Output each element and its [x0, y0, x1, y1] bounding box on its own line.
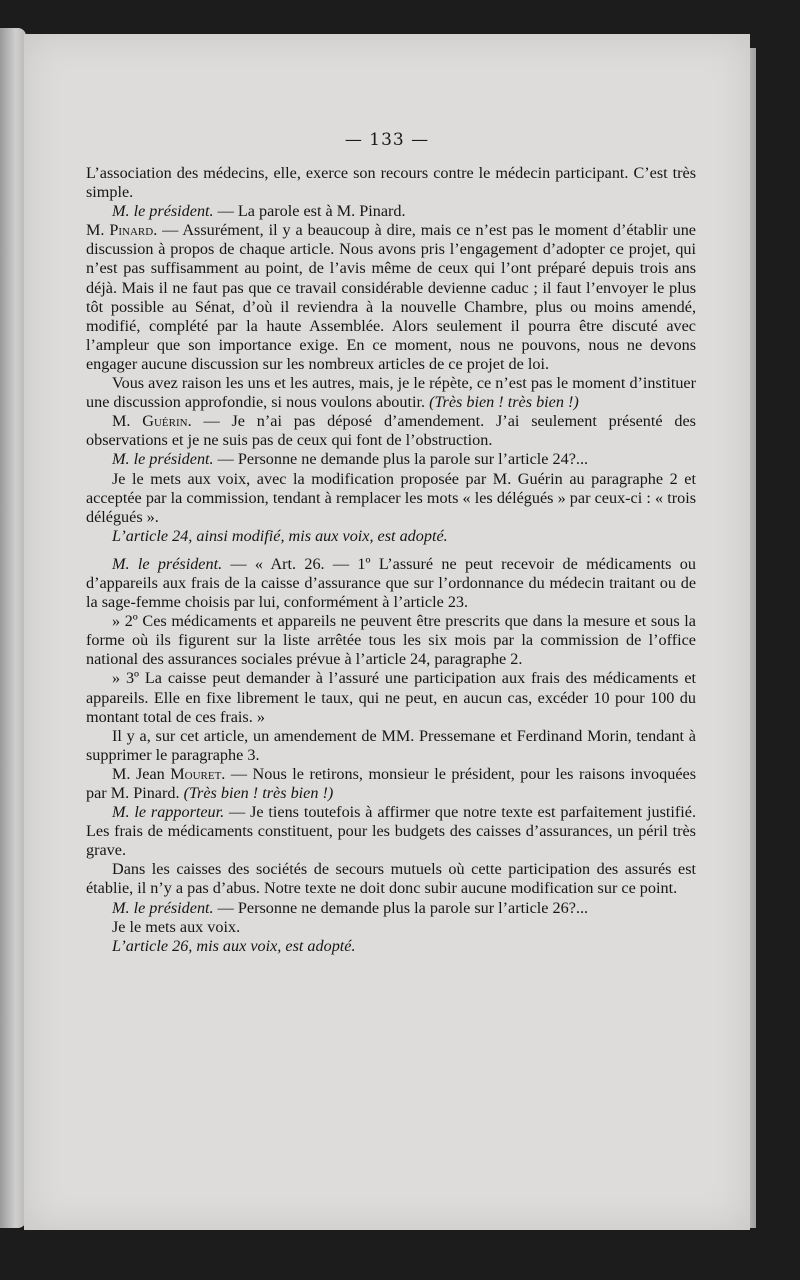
paragraph: [86, 899, 696, 918]
text-segment: M.: [112, 412, 143, 431]
italic-text: (Très bien ! très bien !): [183, 784, 334, 802]
paragraph: [86, 765, 696, 803]
paragraph: [86, 612, 696, 669]
text-segment: . — Nous le retirons, monsieur le président, pour les raisons invoquées par M. Pinard.: [86, 764, 697, 802]
text-segment: L’association des médecins, elle, exerce son recours contre le médecin participant. C’est très simple.: [86, 164, 696, 202]
text-segment: — « Art. 26. — 1º L’assuré ne peut recevoir de médicaments ou d’appareils aux frais de la caisse d’assurance que sur l’ordonnance du médecin traitant ou de la sage-femme choisis par lui, conformément à l’article 23.: [86, 554, 696, 612]
page-body-text: [86, 164, 696, 956]
paragraph: [86, 803, 696, 860]
italic-text: M. le rapporteur.: [112, 803, 225, 822]
paragraph: [86, 221, 696, 374]
italic-text: (Très bien ! très bien !): [429, 393, 579, 412]
paragraph: [86, 164, 696, 202]
text-segment: . — Je n’ai pas déposé d’amendement. J’ai seulement présenté des observations et je ne suis pas de ceux qui font de l’obstruction.: [86, 412, 696, 450]
text-segment: — La parole est à M. Pinard.: [213, 202, 406, 221]
text-segment: » 2º Ces médicaments et appareils ne peuvent être prescrits que dans la mesure et sous la forme où ils figurent sur la liste arrêtée tous les six mois par la commission de l’office national des assurances sociales prévue à l’article 24, paragraphe 2.: [86, 612, 696, 669]
text-segment: — Personne ne demande plus la parole sur l’article 26?...: [213, 898, 589, 917]
text-segment: Il y a, sur cet article, un amendement de MM. Pressemane et Ferdinand Morin, tendant à supprimer le paragraphe 3.: [86, 726, 696, 764]
italic-text: M. le président.: [112, 898, 214, 917]
paragraph: [86, 374, 696, 412]
paragraph: [86, 202, 696, 221]
text-segment: — Personne ne demande plus la parole sur l’article 24?...: [213, 450, 589, 469]
italic-text: L’article 24, ainsi modifié, mis aux voix, est adopté.: [112, 526, 448, 545]
text-segment: Vous avez raison les uns et les autres, mais, je le répète, ce n’est pas le moment d’instituer une discussion approfondie, si nous voulons aboutir.: [86, 374, 696, 412]
italic-text: L’article 26, mis aux voix, est adopté.: [112, 936, 356, 955]
text-segment: Je le mets aux voix, avec la modification proposée par M. Guérin au paragraphe 2 et acceptée par la commission, tendant à remplacer les mots « les délégués » par ceux-ci : « trois délégués ».: [86, 469, 696, 526]
text-segment: M. Jean: [112, 764, 171, 783]
italic-text: M. le président.: [112, 450, 214, 469]
left-page-edge: [0, 28, 26, 1228]
paragraph: [86, 918, 696, 937]
page-number: — 133 —: [344, 130, 430, 150]
speaker-name: Guérin: [142, 412, 188, 431]
paragraph: [86, 937, 696, 956]
text-segment: M.: [86, 221, 110, 240]
text-segment: . — Assurément, il y a beaucoup à dire, mais ce n’est pas le moment d’établir une discussion à propos de chaque article. Nous avons pris l’engagement d’adopter ce projet, qui n’est pas suffisamment au point, de l’avis même de ceux qui l’ont préparé depuis trois ans déjà. Mais il ne faut pas que ce travail considérable devienne caduc ; il faut l’envoyer le plus tôt possible au Sénat, d’où il reviendra à la nouvelle Chambre, plus ou moins amendé, modifié, complété par la haute Assemblée. Alors seulement il pourra être discuté avec l’ampleur que son importance exige. En ce moment, nous ne pouvons, nous ne devons engager aucune discussion sur les nombreux articles de ce projet de loi.: [86, 221, 696, 373]
text-segment: Je le mets aux voix.: [112, 917, 241, 936]
paragraph: [86, 860, 696, 898]
paragraph: [86, 412, 696, 450]
paragraph: [86, 727, 696, 765]
book-page: [24, 34, 750, 1230]
text-segment: Dans les caisses des sociétés de secours mutuels où cette participation des assurés est établie, il n’y a pas d’abus. Notre texte ne doit donc subir aucune modification sur ce point.: [86, 860, 696, 898]
text-segment: » 3º La caisse peut demander à l’assuré une participation aux frais des médicaments et appareils. Elle en fixe librement le taux, qui ne peut, en aucun cas, excéder 10 pour 100 du montant total de ces frais. »: [86, 669, 696, 726]
paragraph: [86, 527, 696, 546]
section-gap: [86, 546, 696, 555]
text-segment: — Je tiens toutefois à affirmer que notre texte est parfaitement justifié. Les frais de médicaments constituent, pour les budgets des caisses d’assurances, un péril très grave.: [86, 803, 696, 860]
speaker-name: Pinard: [109, 221, 154, 240]
paragraph: [86, 450, 696, 469]
paragraph: [86, 555, 696, 612]
paragraph: [86, 669, 696, 726]
speaker-name: Mouret: [170, 764, 222, 783]
paragraph: [86, 470, 696, 527]
italic-text: M. le président.: [112, 202, 214, 221]
italic-text: M. le président.: [112, 554, 223, 573]
